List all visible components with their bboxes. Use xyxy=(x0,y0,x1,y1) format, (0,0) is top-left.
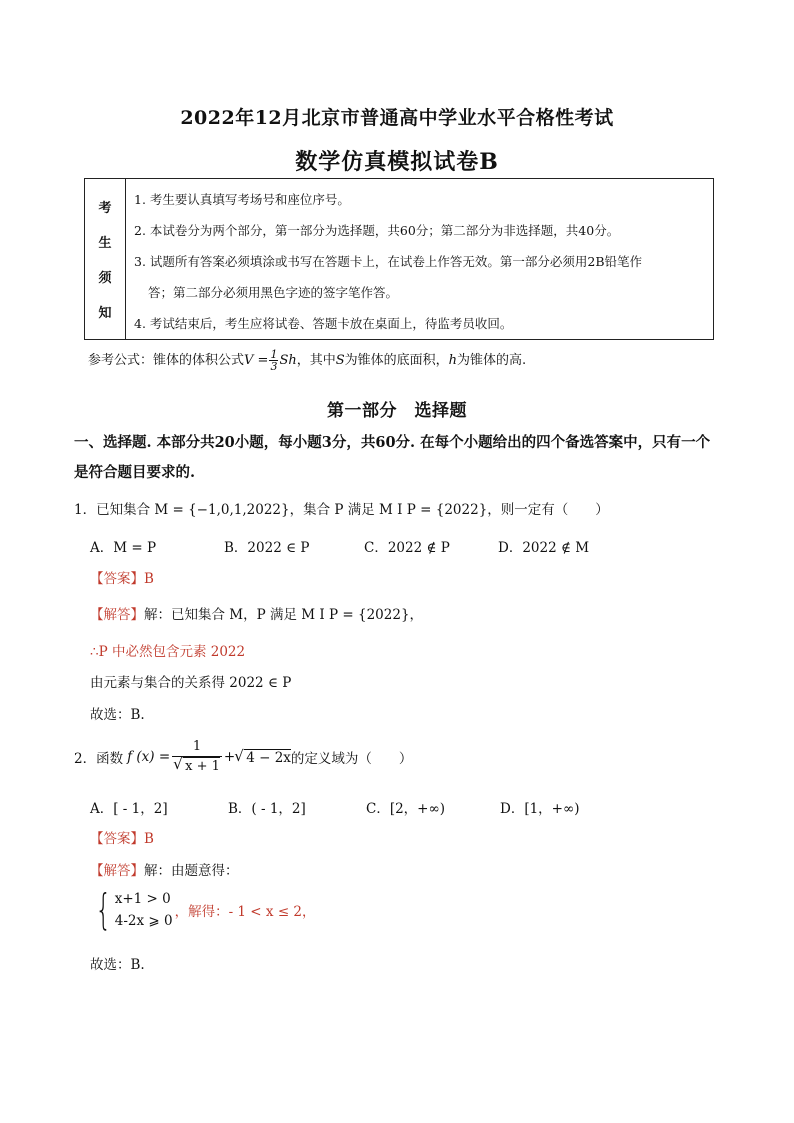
system-lines xyxy=(115,888,173,932)
q1-option-d: D．2022 ∉ M xyxy=(498,540,590,556)
q2-func: f (x) = xyxy=(127,749,171,765)
q2-denominator xyxy=(172,757,222,776)
notice-items xyxy=(126,179,713,339)
solution-tag: 【解答】 xyxy=(90,863,144,879)
notice-item: 答；第二部分必须用黑色字迹的签字笔作答。 xyxy=(148,285,399,300)
reference-formula xyxy=(88,349,526,372)
q1-conclusion: 故选：B. xyxy=(90,707,145,723)
formula-middle: ，其中 xyxy=(296,353,336,368)
notice-label-char: 考 xyxy=(98,201,112,216)
q2-fraction xyxy=(172,738,222,776)
formula-lhs: V = xyxy=(244,353,269,368)
notice-item: 2. 本试卷分为两个部分，第一部分为选择题，共60分；第二部分为非选择题，共40分。 xyxy=(134,223,620,238)
notice-label-char: 须 xyxy=(98,271,112,286)
q1-option-b: B．2022 ∈ P xyxy=(224,540,310,556)
exam-title: 2022年12月北京市普通高中学业水平合格性考试 xyxy=(180,107,614,129)
q1-answer xyxy=(90,567,154,587)
answer-value: B xyxy=(144,831,154,847)
formula-prefix: 参考公式：锥体的体积公式 xyxy=(88,353,245,368)
q2-stem xyxy=(74,738,412,776)
q2-number: 2．函数 xyxy=(74,751,124,767)
section-instructions: 一、选择题. 本部分共20小题，每小题3分，共60分. 在每个小题给出的四个备选答案中，只有一个是符合题目要求的. xyxy=(74,434,711,481)
exam-subtitle: 数学仿真模拟试卷B xyxy=(295,149,499,175)
q2-tail: 的定义域为（ ） xyxy=(290,751,413,767)
q1-solution-line: ∴P 中必然包含元素 2022 xyxy=(90,644,246,660)
q2-conclusion: 故选：B. xyxy=(90,957,145,973)
q1-stem: 1．已知集合 M = {−1,0,1,2022}，集合 P 满足 M I P = {2022}，则一定有（ ） xyxy=(74,502,609,518)
q2-option-c: C．[2，+∞) xyxy=(366,801,446,817)
formula-rhs: Sh xyxy=(279,353,297,368)
sqrt-symbol: √ x + 1 xyxy=(183,757,220,776)
q2-solution-line xyxy=(90,859,239,879)
formula-suffix: 为锥体的高. xyxy=(457,353,527,368)
q2-options xyxy=(90,797,580,817)
solution-tag: 【解答】 xyxy=(90,607,144,623)
sqrt-symbol: √ 4 − 2x xyxy=(244,749,291,766)
q2-numerator: 1 xyxy=(172,738,222,757)
q2-inequality-system xyxy=(90,885,316,934)
q1-option-c: C．2022 ∉ P xyxy=(364,540,450,556)
fraction-numerator: 1 xyxy=(270,348,278,361)
solution-text: 解：已知集合 M，P 满足 M I P = {2022}， xyxy=(144,607,424,623)
q1-options xyxy=(90,536,589,556)
answer-tag: 【答案】 xyxy=(90,831,144,847)
system-line: x+1 > 0 xyxy=(114,891,171,907)
q1-solution-line: 由元素与集合的关系得 2022 ∈ P xyxy=(90,675,292,691)
notice-label-char: 知 xyxy=(98,306,112,321)
section-title: 第一部分 选择题 xyxy=(327,401,467,421)
system-line: 4-2x ⩾ 0 xyxy=(114,913,173,929)
notice-item: 3. 试题所有答案必须填涂或书写在答题卡上，在试卷上作答无效。第一部分必须用2B铅笔作 xyxy=(134,254,643,269)
q2-solution-result: ，解得：- 1 < x ≤ 2， xyxy=(174,904,316,920)
fraction-denominator: 3 xyxy=(270,360,278,373)
formula-s-var: S xyxy=(335,353,345,368)
q2-option-a: A．[ - 1，2] xyxy=(90,801,168,817)
q2-plus: + xyxy=(223,749,236,765)
notice-label xyxy=(85,179,126,339)
solution-text: 解：由题意得： xyxy=(144,863,239,879)
left-brace: { xyxy=(95,885,112,934)
notice-item: 4. 考试结束后，考生应将试卷、答题卡放在桌面上，待监考员收回。 xyxy=(134,316,513,331)
q2-option-b: B．( - 1，2] xyxy=(228,801,306,817)
answer-value: B xyxy=(144,571,154,587)
answer-tag: 【答案】 xyxy=(90,571,144,587)
formula-middle2: 为锥体的底面积， xyxy=(344,353,449,368)
formula-fraction xyxy=(269,349,278,372)
notice-label-char: 生 xyxy=(98,236,112,251)
q2-answer xyxy=(90,827,154,847)
q2-option-d: D．[1，+∞) xyxy=(500,801,580,817)
q1-option-a: A．M = P xyxy=(90,540,157,556)
formula-h-var: h xyxy=(448,353,458,368)
exam-notice-box xyxy=(84,178,714,340)
notice-item: 1. 考生要认真填写考场号和座位序号。 xyxy=(134,192,350,207)
q1-solution-line xyxy=(90,603,423,623)
